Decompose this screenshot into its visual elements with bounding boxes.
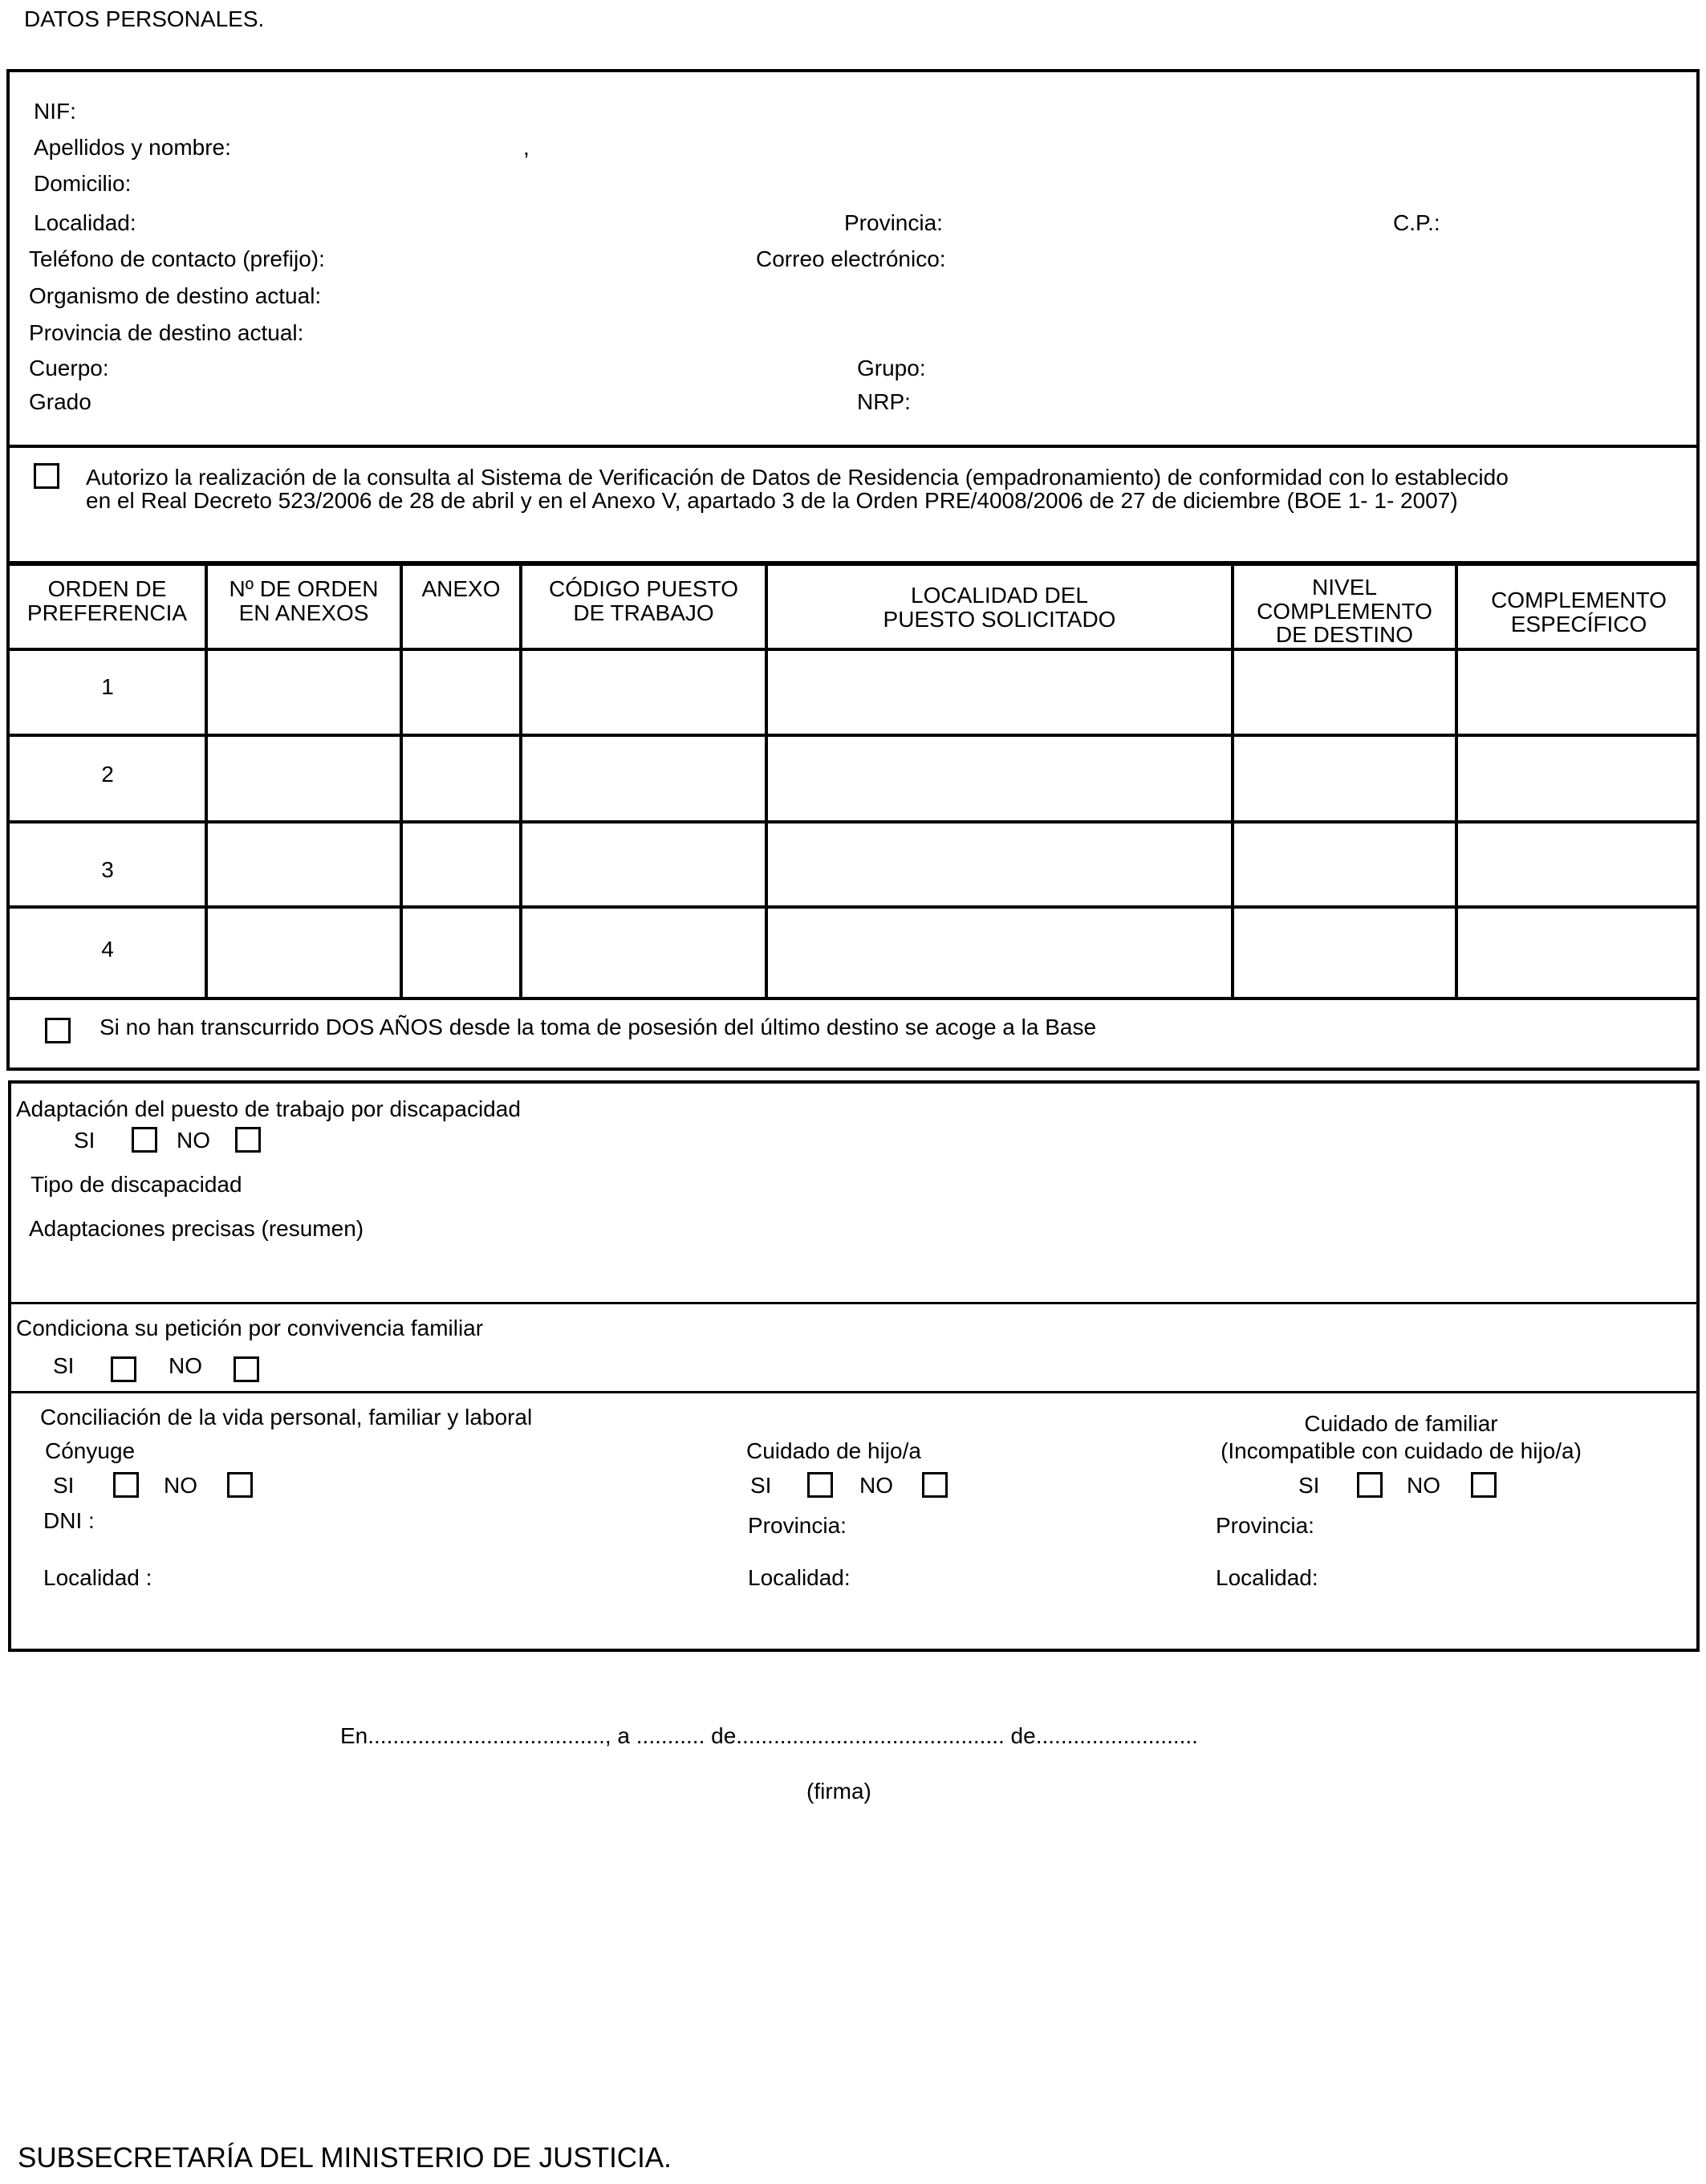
conyuge-dni-label: DNI :: [43, 1508, 95, 1533]
table-top-border: [6, 561, 1700, 566]
nrp-label: NRP:: [857, 389, 911, 414]
adaptaciones-label: Adaptaciones precisas (resumen): [29, 1216, 364, 1241]
convivencia-si-checkbox[interactable]: [111, 1356, 136, 1382]
table-header-localidad: LOCALIDAD DEL PUESTO SOLICITADO: [883, 583, 1116, 632]
discapacidad-si-label: SI: [74, 1128, 95, 1153]
cuerpo-label: Cuerpo:: [29, 356, 109, 380]
apellidos-label: Apellidos y nombre:: [34, 135, 231, 160]
organismo-label: Organismo de destino actual:: [29, 283, 322, 308]
table-row-number: 3: [101, 857, 114, 882]
hijo-si-label: SI: [750, 1473, 772, 1498]
divider: [6, 445, 1700, 448]
authorization-text-line2: en el Real Decreto 523/2006 de 28 de abril y en el Anexo V, apartado 3 de la Orden PRE/4008/2006 de 27 de diciembre (BOE 1- 1- 2007): [86, 488, 1458, 513]
provincia-label: Provincia:: [844, 210, 943, 235]
authorization-text-line1: Autorizo la realización de la consulta al Sistema de Verificación de Datos de Residencia (empadronamiento) de conformidad con lo establecido: [86, 465, 1509, 490]
table-header-numero: Nº DE ORDEN EN ANEXOS: [229, 576, 379, 625]
footer-ministry: SUBSECRETARÍA DEL MINISTERIO DE JUSTICIA.: [18, 2142, 672, 2174]
divider: [8, 1302, 1700, 1304]
convivencia-si-label: SI: [53, 1353, 75, 1378]
tipo-discapacidad-label: Tipo de discapacidad: [30, 1172, 242, 1197]
table-header-codigo: CÓDIGO PUESTO DE TRABAJO: [549, 576, 738, 625]
telefono-label: Teléfono de contacto (prefijo):: [29, 246, 325, 271]
conyuge-localidad-label: Localidad :: [43, 1565, 152, 1590]
base-checkbox[interactable]: [45, 1018, 71, 1043]
page-title: DATOS PERSONALES.: [24, 6, 265, 31]
discapacidad-title: Adaptación del puesto de trabajo por discapacidad: [16, 1096, 521, 1121]
table-row-divider: [6, 820, 1700, 824]
base-note: Si no han transcurrido DOS AÑOS desde la toma de posesión del último destino se acoge a la Base: [100, 1015, 1097, 1039]
discapacidad-no-checkbox[interactable]: [235, 1127, 261, 1153]
familiar-si-label: SI: [1298, 1473, 1320, 1498]
conyuge-title: Cónyuge: [45, 1438, 136, 1463]
conyuge-si-checkbox[interactable]: [113, 1472, 139, 1498]
correo-label: Correo electrónico:: [756, 246, 946, 271]
table-header-border: [6, 648, 1700, 651]
table-column-divider: [400, 561, 403, 998]
signature-label: (firma): [806, 1779, 871, 1804]
conyuge-si-label: SI: [53, 1473, 75, 1498]
familiar-no-label: NO: [1407, 1473, 1440, 1498]
table-row-divider: [6, 905, 1700, 909]
hijo-title: Cuidado de hijo/a: [746, 1438, 921, 1463]
table-header-complemento: COMPLEMENTO ESPECÍFICO: [1491, 588, 1667, 636]
nif-label: NIF:: [34, 99, 76, 124]
table-column-divider: [519, 561, 522, 998]
discapacidad-no-label: NO: [177, 1128, 210, 1153]
familiar-localidad-label: Localidad:: [1216, 1565, 1318, 1590]
domicilio-label: Domicilio:: [34, 171, 132, 196]
conyuge-no-label: NO: [164, 1473, 197, 1498]
conciliacion-title: Conciliación de la vida personal, familiar y laboral: [40, 1405, 533, 1430]
table-header-anexo: ANEXO: [421, 576, 501, 601]
familiar-no-checkbox[interactable]: [1471, 1472, 1497, 1498]
table-row-divider: [6, 734, 1700, 737]
special-conditions-frame: [8, 1080, 1700, 1652]
divider: [8, 1391, 1700, 1393]
table-column-divider: [205, 561, 208, 998]
conyuge-no-checkbox[interactable]: [227, 1472, 253, 1498]
hijo-provincia-label: Provincia:: [748, 1513, 847, 1538]
table-header-orden: ORDEN DE PREFERENCIA: [26, 576, 188, 625]
authorization-checkbox[interactable]: [34, 463, 59, 489]
discapacidad-si-checkbox[interactable]: [132, 1127, 157, 1153]
table-header-nivel: NIVEL COMPLEMENTO DE DESTINO: [1257, 575, 1432, 648]
place-date-line: En......................................, a ........... de........................................... de..........................: [340, 1723, 1198, 1748]
familiar-title: Cuidado de familiar: [1304, 1411, 1498, 1436]
apellidos-separator: ,: [523, 135, 530, 160]
table-bottom-border: [6, 997, 1700, 1000]
convivencia-title: Condiciona su petición por convivencia familiar: [16, 1316, 484, 1340]
hijo-si-checkbox[interactable]: [807, 1472, 833, 1498]
table-row-number: 1: [101, 674, 114, 699]
familiar-provincia-label: Provincia:: [1216, 1513, 1314, 1538]
grupo-label: Grupo:: [857, 356, 926, 380]
hijo-no-label: NO: [859, 1473, 893, 1498]
cp-label: C.P.:: [1393, 210, 1440, 235]
convivencia-no-checkbox[interactable]: [234, 1356, 259, 1382]
localidad-label: Localidad:: [34, 210, 136, 235]
hijo-localidad-label: Localidad:: [748, 1565, 851, 1590]
provincia-destino-label: Provincia de destino actual:: [29, 320, 304, 345]
table-row-number: 4: [101, 937, 114, 962]
table-row-number: 2: [101, 762, 114, 787]
familiar-subtitle: (Incompatible con cuidado de hijo/a): [1221, 1438, 1582, 1463]
hijo-no-checkbox[interactable]: [922, 1472, 948, 1498]
convivencia-no-label: NO: [169, 1353, 202, 1378]
familiar-si-checkbox[interactable]: [1357, 1472, 1383, 1498]
grado-label: Grado: [29, 389, 91, 414]
